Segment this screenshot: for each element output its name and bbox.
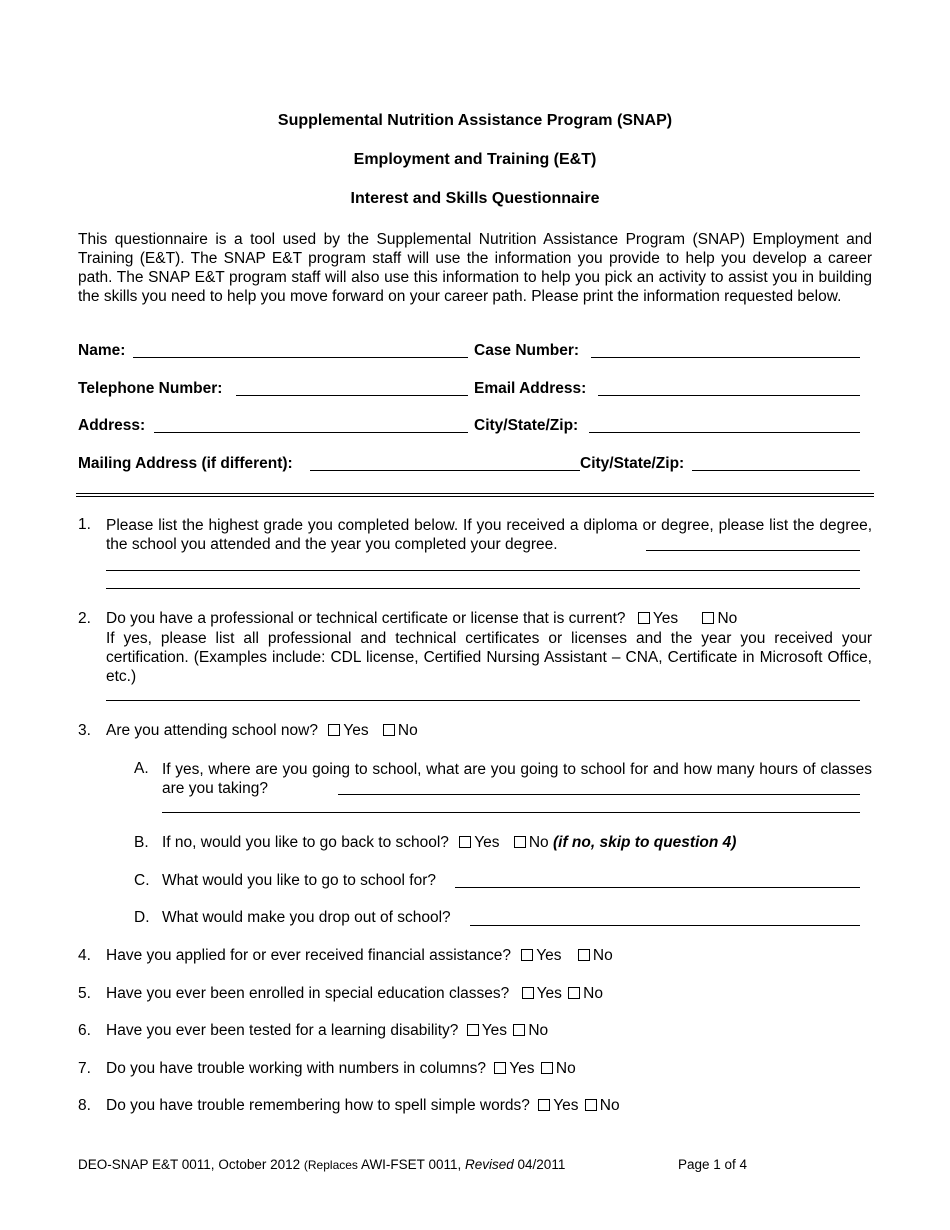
question-2-text: Do you have a professional or technical certificate or license that is current? Yes No (106, 610, 738, 627)
q2-yes-checkbox[interactable] (638, 612, 650, 624)
yes-label: Yes (481, 1022, 508, 1039)
question-1-answer-line-3[interactable] (106, 588, 860, 589)
no-label: No (599, 1097, 620, 1114)
mailing-city-state-zip-field[interactable] (692, 470, 860, 471)
yes-label: Yes (553, 1097, 579, 1114)
sub-question-letter: C. (134, 872, 150, 889)
email-label: Email Address: (474, 380, 587, 397)
page-number: Page 1 of 4 (678, 1157, 748, 1172)
telephone-field[interactable] (236, 395, 468, 396)
question-5-text: Have you ever been enrolled in special education classes? Yes No (106, 985, 603, 1002)
question-3a-text: If yes, where are you going to school, what are you going to school for and how many hours of classes are you taking? (162, 761, 872, 797)
q4-no-checkbox[interactable] (578, 949, 590, 961)
q3b-no-checkbox[interactable] (514, 836, 526, 848)
question-1-answer-line-1[interactable] (646, 550, 860, 551)
question-number: 5. (78, 985, 91, 1002)
q6-no-checkbox[interactable] (513, 1024, 525, 1036)
q5-yes-checkbox[interactable] (522, 987, 534, 999)
questionnaire-title: Interest and Skills Questionnaire (350, 190, 600, 207)
address-label: Address: (78, 417, 146, 434)
section-divider (76, 493, 874, 497)
intro-paragraph: This questionnaire is a tool used by the Supplemental Nutrition Assistance Program (SNAP) Employment and Training (E&T). The SNAP E&T program staff will use the information you provide to help you develop a career path. The SNAP E&T program staff will also use this information to help you pick an activity to assist you in building the skills you need to help you move forward on your career path. Please print the information requested below. (78, 231, 872, 305)
question-3-text: Are you attending school now? Yes No (106, 722, 418, 739)
question-1-text: Please list the highest grade you completed below. If you received a diploma or degree, please list the degree, the school you attended and the year you completed your degree. (106, 517, 872, 553)
question-3c-text: What would you like to go to school for? (162, 872, 436, 889)
name-label: Name: (78, 342, 126, 359)
question-number: 8. (78, 1097, 91, 1114)
telephone-label: Telephone Number: (78, 380, 223, 397)
q3-no-checkbox[interactable] (383, 724, 395, 736)
no-label: No (592, 947, 613, 964)
skip-note: (if no, skip to question 4) (553, 834, 737, 851)
question-2-detail: If yes, please list all professional and technical certificates or licenses and the year you received your certification. (Examples include: CDL license, Certified Nursing Assistant – CNA, Certificate in Microsoft Office, etc.) (106, 630, 872, 685)
yes-label: Yes (652, 610, 679, 627)
address-field[interactable] (154, 432, 468, 433)
question-3c-answer-line[interactable] (455, 887, 860, 888)
document-title: Supplemental Nutrition Assistance Program (SNAP) (277, 112, 673, 129)
yes-label: Yes (509, 1060, 535, 1077)
question-3d-answer-line[interactable] (470, 925, 860, 926)
yes-label: Yes (343, 722, 369, 739)
case-number-label: Case Number: (474, 342, 580, 359)
question-3b-text: If no, would you like to go back to school? Yes No (if no, skip to question 4) (162, 834, 737, 851)
q2-no-checkbox[interactable] (702, 612, 714, 624)
q8-no-checkbox[interactable] (585, 1099, 597, 1111)
question-6-text: Have you ever been tested for a learning disability? Yes No (106, 1022, 549, 1039)
no-label: No (528, 834, 549, 851)
no-label: No (397, 722, 418, 739)
question-3a-answer-line-2[interactable] (162, 812, 860, 813)
name-field[interactable] (133, 357, 468, 358)
mailing-address-field[interactable] (310, 470, 580, 471)
question-2-answer-line[interactable] (106, 700, 860, 701)
q8-yes-checkbox[interactable] (538, 1099, 550, 1111)
question-number: 4. (78, 947, 91, 964)
no-label: No (717, 610, 738, 627)
no-label: No (528, 1022, 549, 1039)
yes-label: Yes (536, 947, 562, 964)
yes-label: Yes (536, 985, 562, 1002)
form-identifier: DEO-SNAP E&T 0011, October 2012 (Replaces AWI-FSET 0011, Revised 04/2011 (78, 1157, 566, 1172)
question-3d-text: What would make you drop out of school? (162, 909, 451, 926)
no-label: No (555, 1060, 576, 1077)
q7-yes-checkbox[interactable] (494, 1062, 506, 1074)
q3b-yes-checkbox[interactable] (459, 836, 471, 848)
no-label: No (583, 985, 603, 1002)
mailing-address-label: Mailing Address (if different): (78, 455, 293, 472)
question-number: 7. (78, 1060, 91, 1077)
question-number: 3. (78, 722, 91, 739)
q4-yes-checkbox[interactable] (521, 949, 533, 961)
question-1-answer-line-2[interactable] (106, 570, 860, 571)
document-subtitle: Employment and Training (E&T) (353, 151, 597, 168)
yes-label: Yes (474, 834, 500, 851)
question-8-text: Do you have trouble remembering how to spell simple words? Yes No (106, 1097, 620, 1114)
sub-question-letter: D. (134, 909, 150, 926)
question-number: 1. (78, 516, 91, 533)
question-4-text: Have you applied for or ever received financial assistance? Yes No (106, 947, 613, 964)
q7-no-checkbox[interactable] (541, 1062, 553, 1074)
question-number: 6. (78, 1022, 91, 1039)
q6-yes-checkbox[interactable] (467, 1024, 479, 1036)
q5-no-checkbox[interactable] (568, 987, 580, 999)
question-3a-answer-line-1[interactable] (338, 794, 860, 795)
mailing-city-state-zip-label: City/State/Zip: (580, 455, 685, 472)
case-number-field[interactable] (591, 357, 860, 358)
sub-question-letter: B. (134, 834, 149, 851)
question-7-text: Do you have trouble working with numbers in columns? Yes No (106, 1060, 576, 1077)
question-number: 2. (78, 610, 91, 627)
city-state-zip-label: City/State/Zip: (474, 417, 579, 434)
email-field[interactable] (598, 395, 860, 396)
sub-question-letter: A. (134, 760, 149, 777)
q3-yes-checkbox[interactable] (328, 724, 340, 736)
city-state-zip-field[interactable] (589, 432, 860, 433)
